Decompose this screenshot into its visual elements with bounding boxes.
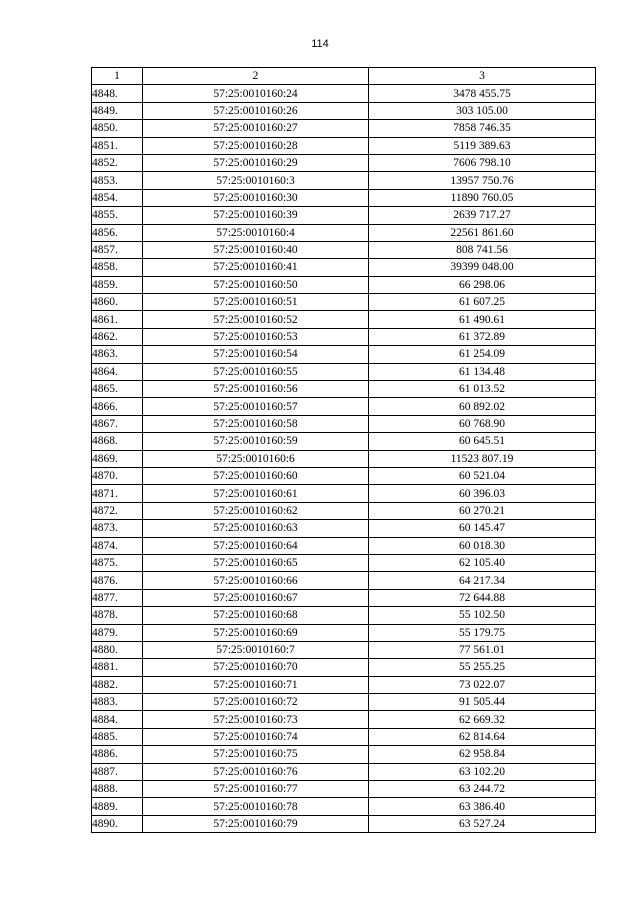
table-row [92,502,596,519]
row-number-cell: 4857. [92,241,143,258]
row-number-cell: 4876. [92,572,143,589]
cadastral-number-cell: 57:25:0010160:53 [143,328,369,345]
row-number-cell: 4870. [92,467,143,484]
cadastral-number-cell: 57:25:0010160:24 [143,85,369,102]
row-number-cell: 4860. [92,294,143,311]
table-row [92,415,596,432]
cadastral-number-cell: 57:25:0010160:76 [143,763,369,780]
table-body [92,85,596,833]
value-cell: 808 741.56 [369,241,596,258]
table-row [92,554,596,571]
cadastral-number-cell: 57:25:0010160:79 [143,815,369,832]
row-number-cell: 4851. [92,137,143,154]
cadastral-number-cell: 57:25:0010160:66 [143,572,369,589]
value-cell: 11890 760.05 [369,189,596,206]
value-cell: 61 134.48 [369,363,596,380]
cadastral-number-cell: 57:25:0010160:78 [143,798,369,815]
table-row [92,363,596,380]
value-cell: 3478 455.75 [369,85,596,102]
row-number-cell: 4886. [92,746,143,763]
cadastral-number-cell: 57:25:0010160:70 [143,659,369,676]
value-cell: 303 105.00 [369,102,596,119]
cadastral-number-cell: 57:25:0010160:6 [143,450,369,467]
table-row [92,276,596,293]
cadastral-number-cell: 57:25:0010160:63 [143,520,369,537]
table-header-row [92,68,596,85]
table-row [92,189,596,206]
table-row [92,224,596,241]
table-row [92,241,596,258]
value-cell: 60 018.30 [369,537,596,554]
cadastral-table [91,67,596,833]
value-cell: 39399 048.00 [369,259,596,276]
value-cell: 60 396.03 [369,485,596,502]
row-number-cell: 4871. [92,485,143,502]
row-number-cell: 4859. [92,276,143,293]
cadastral-number-cell: 57:25:0010160:7 [143,641,369,658]
value-cell: 77 561.01 [369,641,596,658]
cadastral-number-cell: 57:25:0010160:50 [143,276,369,293]
table-row [92,607,596,624]
cadastral-number-cell: 57:25:0010160:4 [143,224,369,241]
table-row [92,641,596,658]
row-number-cell: 4879. [92,624,143,641]
row-number-cell: 4866. [92,398,143,415]
column-header-3: 3 [369,68,596,85]
row-number-cell: 4850. [92,120,143,137]
cadastral-number-cell: 57:25:0010160:41 [143,259,369,276]
cadastral-number-cell: 57:25:0010160:52 [143,311,369,328]
row-number-cell: 4873. [92,520,143,537]
value-cell: 62 814.64 [369,728,596,745]
cadastral-number-cell: 57:25:0010160:39 [143,207,369,224]
cadastral-number-cell: 57:25:0010160:55 [143,363,369,380]
table-row [92,381,596,398]
value-cell: 60 145.47 [369,520,596,537]
table-row [92,172,596,189]
table-row [92,694,596,711]
row-number-cell: 4880. [92,641,143,658]
value-cell: 2639 717.27 [369,207,596,224]
value-cell: 63 244.72 [369,781,596,798]
table-row [92,659,596,676]
table-row [92,676,596,693]
cadastral-number-cell: 57:25:0010160:68 [143,607,369,624]
value-cell: 55 179.75 [369,624,596,641]
table-row [92,137,596,154]
value-cell: 7606 798.10 [369,154,596,171]
column-header-2: 2 [143,68,369,85]
value-cell: 62 669.32 [369,711,596,728]
value-cell: 63 102.20 [369,763,596,780]
cadastral-number-cell: 57:25:0010160:56 [143,381,369,398]
row-number-cell: 4863. [92,346,143,363]
cadastral-number-cell: 57:25:0010160:71 [143,676,369,693]
table-row [92,746,596,763]
row-number-cell: 4878. [92,607,143,624]
table-row [92,311,596,328]
table-row [92,711,596,728]
row-number-cell: 4856. [92,224,143,241]
table-row [92,120,596,137]
value-cell: 5119 389.63 [369,137,596,154]
table-row [92,589,596,606]
row-number-cell: 4855. [92,207,143,224]
value-cell: 55 255.25 [369,659,596,676]
cadastral-number-cell: 57:25:0010160:54 [143,346,369,363]
value-cell: 66 298.06 [369,276,596,293]
value-cell: 91 505.44 [369,694,596,711]
cadastral-number-cell: 57:25:0010160:28 [143,137,369,154]
column-header-1: 1 [92,68,143,85]
value-cell: 63 386.40 [369,798,596,815]
table-row [92,346,596,363]
cadastral-number-cell: 57:25:0010160:77 [143,781,369,798]
row-number-cell: 4888. [92,781,143,798]
table-row [92,294,596,311]
value-cell: 61 254.09 [369,346,596,363]
table-row [92,85,596,102]
table-row [92,398,596,415]
cadastral-number-cell: 57:25:0010160:40 [143,241,369,258]
value-cell: 13957 750.76 [369,172,596,189]
row-number-cell: 4874. [92,537,143,554]
cadastral-number-cell: 57:25:0010160:67 [143,589,369,606]
row-number-cell: 4882. [92,676,143,693]
row-number-cell: 4881. [92,659,143,676]
cadastral-number-cell: 57:25:0010160:58 [143,415,369,432]
row-number-cell: 4889. [92,798,143,815]
table-row [92,207,596,224]
row-number-cell: 4848. [92,85,143,102]
row-number-cell: 4854. [92,189,143,206]
value-cell: 60 645.51 [369,433,596,450]
value-cell: 62 958.84 [369,746,596,763]
cadastral-number-cell: 57:25:0010160:3 [143,172,369,189]
row-number-cell: 4890. [92,815,143,832]
table-row [92,815,596,832]
table-row [92,798,596,815]
cadastral-number-cell: 57:25:0010160:30 [143,189,369,206]
value-cell: 60 270.21 [369,502,596,519]
cadastral-number-cell: 57:25:0010160:26 [143,102,369,119]
value-cell: 55 102.50 [369,607,596,624]
cadastral-number-cell: 57:25:0010160:57 [143,398,369,415]
cadastral-number-cell: 57:25:0010160:65 [143,554,369,571]
table-row [92,259,596,276]
row-number-cell: 4858. [92,259,143,276]
table-row [92,520,596,537]
row-number-cell: 4864. [92,363,143,380]
cadastral-number-cell: 57:25:0010160:27 [143,120,369,137]
cadastral-number-cell: 57:25:0010160:62 [143,502,369,519]
value-cell: 73 022.07 [369,676,596,693]
row-number-cell: 4869. [92,450,143,467]
row-number-cell: 4884. [92,711,143,728]
cadastral-number-cell: 57:25:0010160:60 [143,467,369,484]
value-cell: 61 013.52 [369,381,596,398]
cadastral-number-cell: 57:25:0010160:61 [143,485,369,502]
value-cell: 60 892.02 [369,398,596,415]
cadastral-number-cell: 57:25:0010160:72 [143,694,369,711]
row-number-cell: 4849. [92,102,143,119]
cadastral-number-cell: 57:25:0010160:73 [143,711,369,728]
cadastral-number-cell: 57:25:0010160:29 [143,154,369,171]
value-cell: 61 490.61 [369,311,596,328]
value-cell: 61 372.89 [369,328,596,345]
cadastral-number-cell: 57:25:0010160:74 [143,728,369,745]
cadastral-number-cell: 57:25:0010160:69 [143,624,369,641]
value-cell: 61 607.25 [369,294,596,311]
value-cell: 62 105.40 [369,554,596,571]
row-number-cell: 4872. [92,502,143,519]
row-number-cell: 4868. [92,433,143,450]
table-row [92,154,596,171]
value-cell: 60 521.04 [369,467,596,484]
table-row [92,572,596,589]
table-row [92,467,596,484]
table-row [92,537,596,554]
value-cell: 7858 746.35 [369,120,596,137]
table-row [92,450,596,467]
table-row [92,728,596,745]
value-cell: 60 768.90 [369,415,596,432]
value-cell: 72 644.88 [369,589,596,606]
cadastral-number-cell: 57:25:0010160:75 [143,746,369,763]
row-number-cell: 4887. [92,763,143,780]
row-number-cell: 4867. [92,415,143,432]
table-row [92,485,596,502]
row-number-cell: 4852. [92,154,143,171]
row-number-cell: 4861. [92,311,143,328]
cadastral-number-cell: 57:25:0010160:64 [143,537,369,554]
row-number-cell: 4862. [92,328,143,345]
row-number-cell: 4865. [92,381,143,398]
row-number-cell: 4883. [92,694,143,711]
table-row [92,763,596,780]
cadastral-number-cell: 57:25:0010160:51 [143,294,369,311]
table-row [92,781,596,798]
row-number-cell: 4875. [92,554,143,571]
row-number-cell: 4877. [92,589,143,606]
value-cell: 11523 807.19 [369,450,596,467]
cadastral-number-cell: 57:25:0010160:59 [143,433,369,450]
value-cell: 22561 861.60 [369,224,596,241]
table-row [92,328,596,345]
table-row [92,624,596,641]
table-row [92,102,596,119]
page-number: 114 [311,38,329,50]
row-number-cell: 4853. [92,172,143,189]
row-number-cell: 4885. [92,728,143,745]
value-cell: 64 217.34 [369,572,596,589]
table-row [92,433,596,450]
value-cell: 63 527.24 [369,815,596,832]
